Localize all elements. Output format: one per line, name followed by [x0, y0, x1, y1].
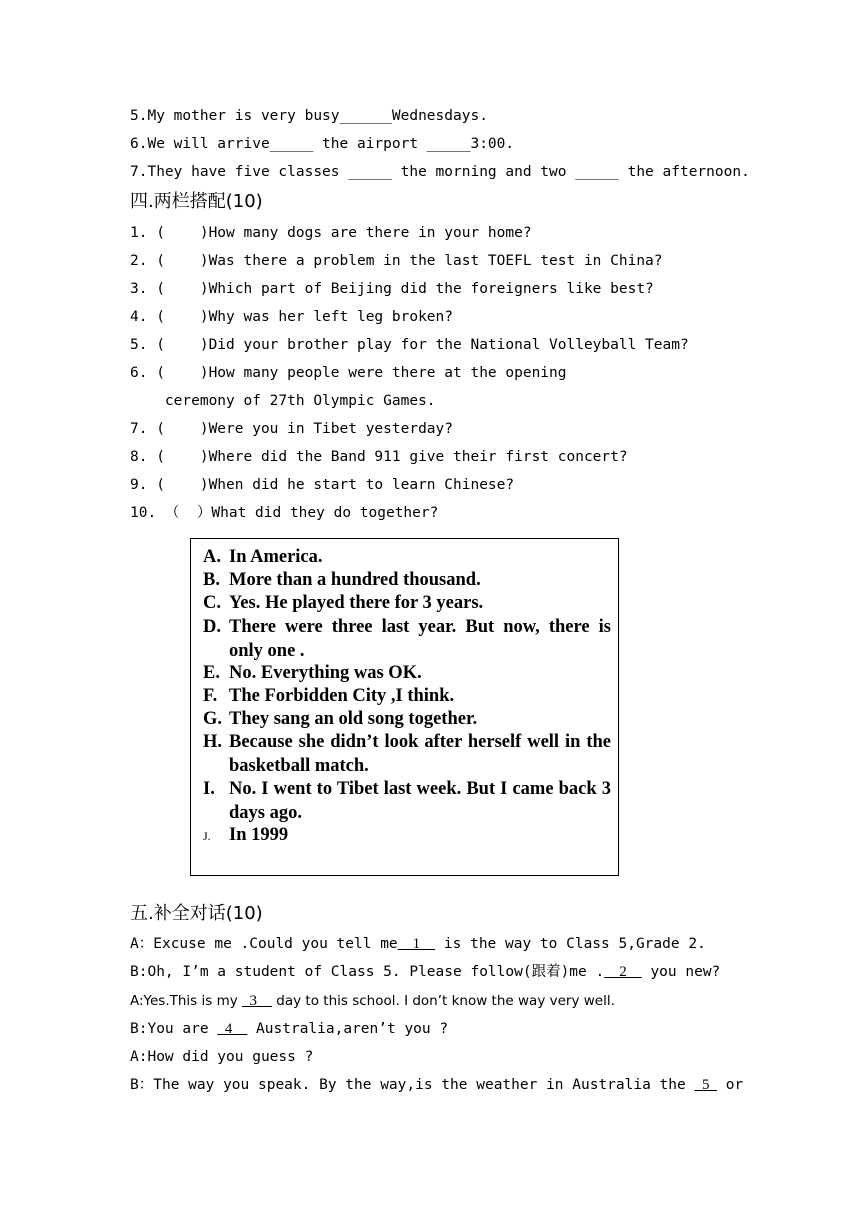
option-text: In 1999 — [229, 825, 289, 845]
dialogue-line-5 — [130, 1047, 313, 1067]
dialogue-text: or — [716, 1077, 744, 1093]
dialogue-line-2 — [130, 962, 720, 982]
dialogue-text: is the way to Class 5,Grade 2. — [435, 936, 706, 952]
match-question-9: 9. ( )When did he start to learn Chinese? — [130, 477, 515, 493]
option-text: In America. — [229, 547, 323, 567]
option-letter: G. — [203, 709, 223, 729]
option-letter: D. — [203, 617, 221, 637]
answer-option-e — [203, 662, 611, 686]
option-text: No. Everything was OK. — [229, 663, 422, 683]
option-text: More than a hundred thousand. — [229, 570, 481, 590]
match-question-1: 1. ( )How many dogs are there in your home? — [130, 225, 532, 241]
dialogue-line-4 — [130, 1019, 448, 1039]
option-text: No. I went to Tibet last week. But I came back 3 days ago. — [229, 779, 611, 823]
answer-option-b — [203, 569, 611, 593]
dialogue-line-6 — [130, 1075, 743, 1095]
section-5-heading: 五.补全对话(10) — [130, 903, 263, 924]
option-letter: C. — [203, 593, 221, 613]
fill-blank-line-7: 7.They have five classes _____ the morning and two _____ the afternoon. — [130, 164, 750, 180]
option-letter: E. — [203, 663, 220, 683]
answer-option-f — [203, 685, 611, 709]
match-question-2: 2. ( )Was there a problem in the last TOEFL test in China? — [130, 253, 663, 269]
dialogue-text: Australia,aren’t you ? — [247, 1021, 449, 1037]
fill-blank-line-6: 6.We will arrive_____ the airport _____3:00. — [130, 136, 515, 152]
section-4-heading: 四.两栏搭配(10) — [130, 191, 263, 212]
match-question-10: 10. （ ）What did they do together? — [130, 505, 439, 521]
dialogue-text: you new? — [641, 964, 721, 980]
match-question-4: 4. ( )Why was her left leg broken? — [130, 309, 454, 325]
match-question-6: 6. ( )How many people were there at the opening — [130, 365, 567, 381]
dialogue-blank-2: 2 — [604, 964, 642, 980]
match-question-7: 7. ( )Were you in Tibet yesterday? — [130, 421, 454, 437]
dialogue-text: A:Yes.This is my — [130, 993, 243, 1009]
option-letter: H. — [203, 732, 223, 752]
answer-option-c — [203, 592, 611, 616]
dialogue-blank-3: 3 — [242, 993, 273, 1009]
answer-options-box — [190, 538, 619, 876]
option-letter: A. — [203, 547, 221, 567]
option-text: There were three last year. But now, there is only one . — [229, 617, 611, 661]
option-text: Yes. He played there for 3 years. — [229, 593, 484, 613]
option-text: Because she didn’t look after herself well in the basketball match. — [229, 732, 611, 776]
dialogue-blank-4: 4 — [217, 1021, 248, 1037]
dialogue-text: B:You are — [130, 1021, 218, 1037]
dialogue-text: B:Oh, I’m a student of Class 5. Please follow(跟着)me . — [130, 964, 605, 980]
dialogue-line-3 — [130, 991, 615, 1011]
match-question-5: 5. ( )Did your brother play for the National Volleyball Team? — [130, 337, 689, 353]
dialogue-text: A:How did you guess ? — [130, 1049, 314, 1065]
option-letter: I. — [203, 779, 215, 799]
match-question-6-cont: ceremony of 27th Olympic Games. — [130, 393, 436, 409]
option-letter: B. — [203, 570, 220, 590]
answer-option-j — [203, 824, 611, 848]
option-text: The Forbidden City ,I think. — [229, 686, 455, 706]
dialogue-line-1 — [130, 934, 706, 954]
option-letter: J. — [203, 829, 211, 843]
answer-option-g — [203, 708, 611, 732]
answer-option-a — [203, 546, 611, 570]
fill-blank-line-5: 5.My mother is very busy______Wednesdays. — [130, 108, 488, 124]
dialogue-blank-1: 1 — [397, 936, 436, 952]
answer-option-d — [203, 616, 611, 663]
option-text: They sang an old song together. — [229, 709, 478, 729]
match-question-8: 8. ( )Where did the Band 911 give their first concert? — [130, 449, 628, 465]
answer-option-h — [203, 731, 611, 778]
dialogue-text: B：The way you speak. By the way,is the weather in Australia the — [130, 1077, 695, 1093]
answer-option-i — [203, 778, 611, 825]
dialogue-blank-5: 5 — [694, 1077, 717, 1093]
dialogue-text: day to this school. I don’t know the way very well. — [272, 993, 615, 1009]
option-letter: F. — [203, 686, 218, 706]
match-question-3: 3. ( )Which part of Beijing did the foreigners like best? — [130, 281, 654, 297]
dialogue-text: A：Excuse me .Could you tell me — [130, 936, 398, 952]
